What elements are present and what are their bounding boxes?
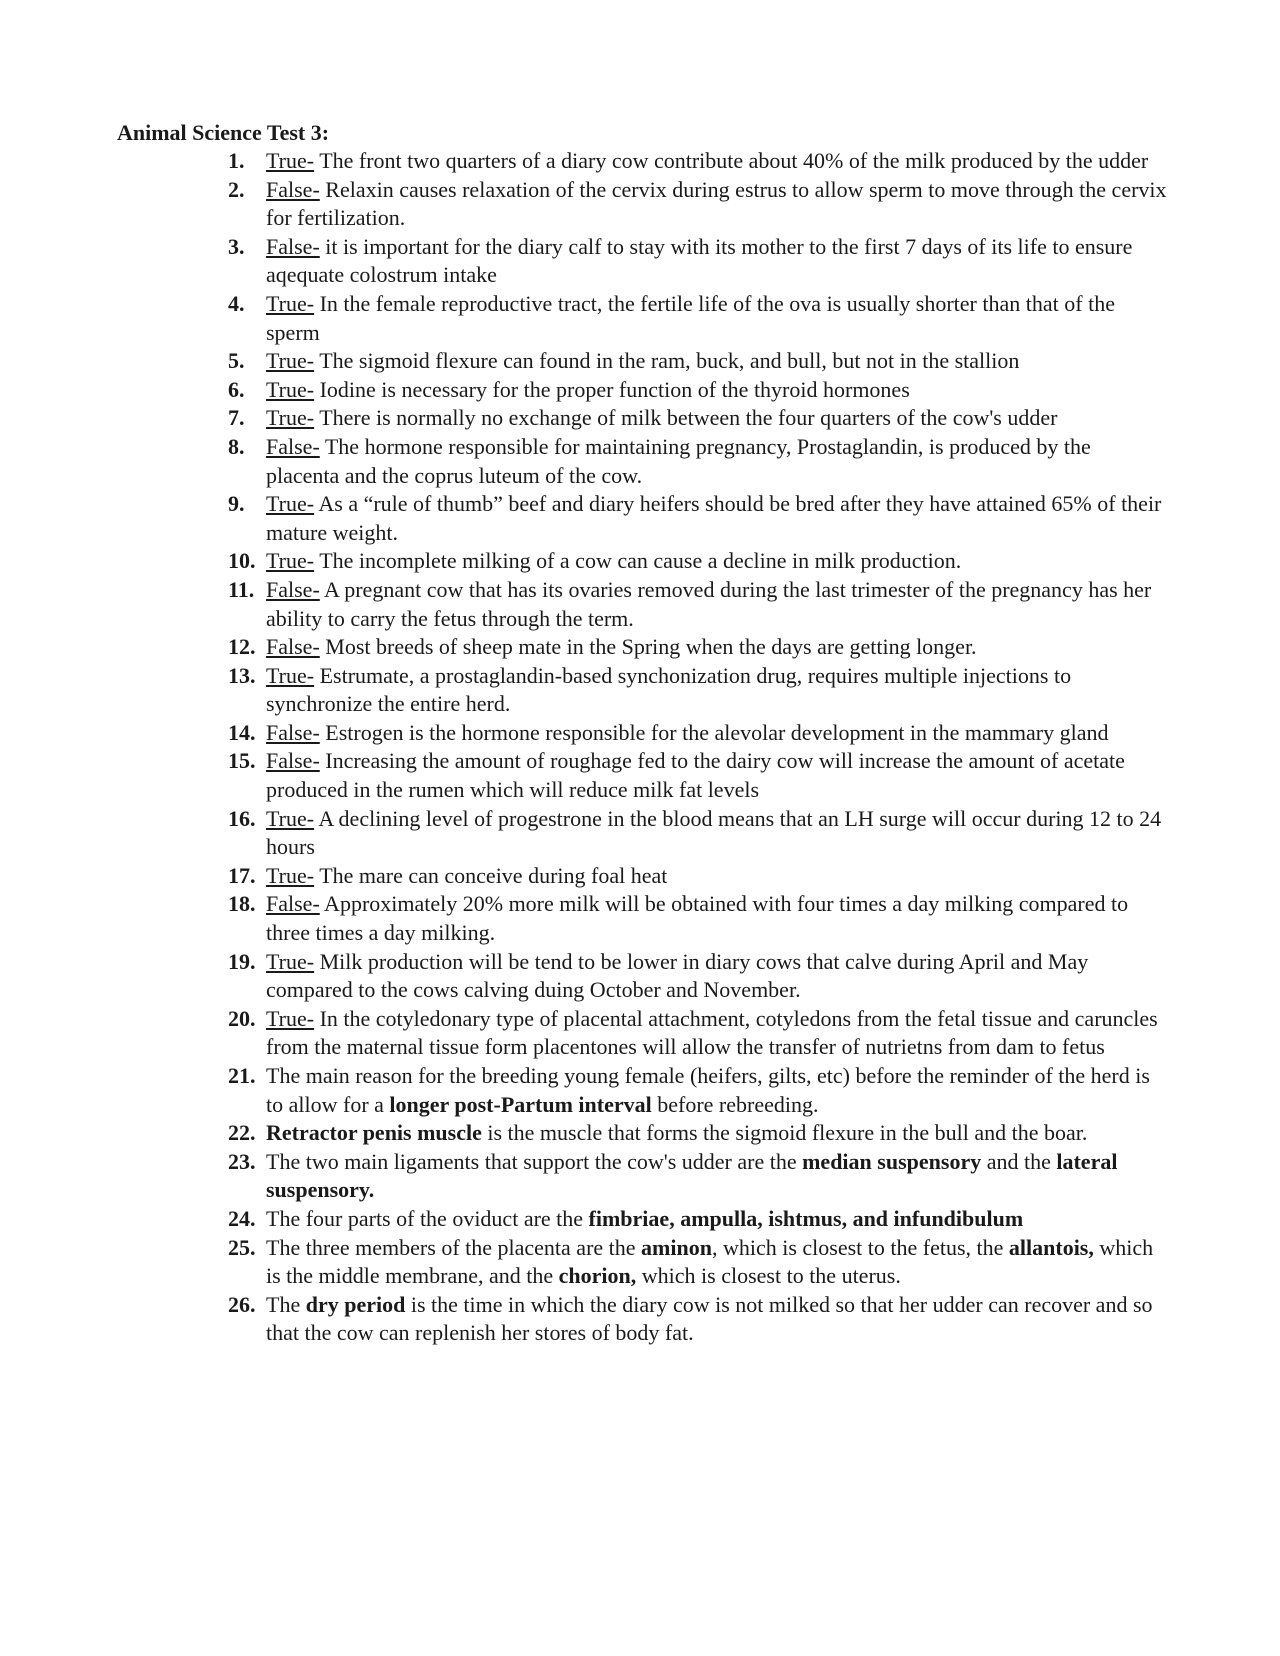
question-text: before rebreeding. (651, 1091, 819, 1117)
question-number: 22. (228, 1120, 256, 1146)
question-text: The three members of the placenta are the (266, 1234, 642, 1260)
question-item (228, 433, 1168, 490)
answer-label: False- (266, 433, 320, 459)
question-item (228, 490, 1168, 547)
question-number: 18. (228, 891, 256, 917)
question-text: There is normally no exchange of milk between the four quarters of the cow's udder (314, 405, 1058, 431)
question-item (228, 890, 1168, 947)
question-text: The mare can conceive during foal heat (314, 862, 668, 888)
question-item (228, 404, 1168, 433)
question-number: 23. (228, 1148, 256, 1174)
question-text: , which is closest to the fetus, the (711, 1234, 1009, 1260)
question-text: In the female reproductive tract, the fertile life of the ova is usually shorter than that of the sperm (266, 290, 1115, 345)
answer-label: True- (266, 662, 315, 688)
answer-text: longer post-Partum interval (389, 1091, 652, 1117)
question-item (228, 633, 1168, 662)
question-number: 26. (228, 1291, 256, 1317)
answer-label: False- (266, 719, 320, 745)
question-text: The (266, 1291, 306, 1317)
answer-label: False- (266, 891, 320, 917)
answer-text: chorion, (558, 1263, 637, 1289)
question-text: is the muscle that forms the sigmoid flexure in the bull and the boar. (481, 1120, 1088, 1146)
question-item (228, 376, 1168, 405)
answer-label: False- (266, 233, 320, 259)
question-number: 1. (228, 148, 245, 173)
page-title: Animal Science Test 3: (117, 120, 330, 145)
question-number: 16. (228, 805, 256, 831)
answer-label: True- (266, 805, 315, 831)
question-text: As a “rule of thumb” beef and diary heifers should be bred after they have attained 65% of their mature weight. (266, 491, 1162, 545)
question-item (228, 547, 1168, 576)
question-number: 7. (228, 405, 245, 431)
question-text: which is the middle membrane, and the (266, 1234, 1154, 1289)
question-text: The hormone responsible for maintaining pregnancy, Prostaglandin, is produced by the placenta and the coprus luteum of the cow. (266, 433, 1091, 488)
fill-in-item (228, 1062, 1168, 1119)
question-text: it is important for the diary calf to stay with its mother to the first 7 days of its life to ensure aqequate colostrum intake (266, 233, 1133, 288)
answer-text: dry period (305, 1291, 406, 1317)
question-number: 15. (228, 748, 256, 774)
question-item (228, 347, 1168, 376)
answer-label: True- (266, 862, 315, 888)
question-text: Most breeds of sheep mate in the Spring when the days are getting longer. (319, 634, 977, 660)
answer-label: False- (266, 176, 320, 202)
fill-in-item (228, 1291, 1168, 1348)
question-text: Increasing the amount of roughage fed to the dairy cow will increase the amount of acetate produced in the rumen which will reduce milk fat levels (266, 748, 1125, 803)
answer-label: True- (266, 548, 315, 574)
fill-in-item (228, 1234, 1168, 1291)
question-number: 10. (228, 548, 256, 574)
question-item (228, 805, 1168, 862)
question-number: 14. (228, 719, 256, 745)
answer-label: True- (266, 1005, 315, 1031)
question-number: 12. (228, 634, 256, 660)
question-number: 17. (228, 862, 256, 888)
question-item (228, 576, 1168, 633)
question-text: is the time in which the diary cow is not milked so that her udder can recover and so that the cow can replenish her stores of body fat. (266, 1291, 1153, 1346)
answer-label: False- (266, 576, 320, 602)
question-number: 3. (228, 233, 245, 259)
fill-in-item (228, 1148, 1168, 1205)
question-item (228, 662, 1168, 719)
question-number: 11. (228, 576, 255, 602)
question-item (228, 147, 1168, 176)
question-number: 5. (228, 348, 245, 374)
question-text: The main reason for the breeding young female (heifers, gilts, etc) before the reminder of the herd is to allow for a (266, 1063, 1150, 1117)
answer-label: True- (266, 491, 315, 517)
question-number: 9. (228, 491, 245, 517)
question-number: 19. (228, 948, 256, 974)
question-text: The front two quarters of a diary cow contribute about 40% of the milk produced by the udder (314, 148, 1149, 173)
question-number: 21. (228, 1063, 256, 1088)
question-text: The incomplete milking of a cow can cause a decline in milk production. (314, 548, 962, 574)
answer-text: Retractor penis muscle (266, 1120, 482, 1146)
question-item (228, 233, 1168, 290)
question-item (228, 862, 1168, 891)
question-text: A pregnant cow that has its ovaries removed during the last trimester of the pregnancy has her ability to carry the fetus through the term. (266, 576, 1152, 631)
question-text: Estrogen is the hormone responsible for the alevolar development in the mammary gland (319, 719, 1109, 745)
answer-text: lateral suspensory. (266, 1148, 1118, 1203)
question-text: Relaxin causes relaxation of the cervix during estrus to allow sperm to move through the cervix for fertilization. (266, 176, 1167, 231)
question-text: Milk production will be tend to be lower in diary cows that calve during April and May compared to the cows calving duing October and November. (266, 948, 1089, 1003)
answer-text: fimbriae, ampulla, ishtmus, and infundibulum (588, 1205, 1024, 1231)
answer-label: False- (266, 748, 320, 774)
answer-label: False- (266, 634, 320, 660)
question-item (228, 948, 1168, 1005)
answer-label: True- (266, 405, 315, 431)
answer-label: True- (266, 290, 315, 316)
question-text: and the (981, 1148, 1057, 1174)
question-item (228, 1005, 1168, 1062)
question-text: A declining level of progestrone in the blood means that an LH surge will occur during 12 to 24 hours (266, 805, 1162, 860)
question-number: 13. (228, 662, 256, 688)
question-item (228, 176, 1168, 233)
question-number: 25. (228, 1234, 256, 1260)
answer-label: True- (266, 148, 315, 173)
question-item (228, 719, 1168, 748)
answer-label: True- (266, 348, 315, 374)
question-text: The two main ligaments that support the cow's udder are the (266, 1148, 803, 1174)
fill-in-item (228, 1119, 1168, 1148)
question-text: In the cotyledonary type of placental attachment, cotyledons from the fetal tissue and caruncles from the maternal tissue form placentones will allow the transfer of nutrietns from dam to fetus (266, 1005, 1158, 1060)
question-item (228, 747, 1168, 804)
answer-text: allantois, (1008, 1234, 1094, 1260)
question-text: The four parts of the oviduct are the (266, 1205, 589, 1231)
question-number: 8. (228, 433, 245, 459)
question-text: Approximately 20% more milk will be obtained with four times a day milking compared to three times a day milking. (266, 891, 1129, 946)
question-number: 20. (228, 1005, 256, 1031)
answer-label: True- (266, 948, 315, 974)
question-text: which is closest to the uterus. (636, 1263, 901, 1289)
question-number: 6. (228, 376, 245, 402)
answer-label: True- (266, 376, 315, 402)
question-number: 2. (228, 176, 245, 202)
question-number: 4. (228, 290, 245, 316)
question-list (228, 147, 1168, 1348)
question-text: The sigmoid flexure can found in the ram, buck, and bull, but not in the stallion (314, 348, 1020, 374)
answer-text: median suspensory (802, 1148, 982, 1174)
answer-text: aminon (641, 1234, 712, 1260)
question-number: 24. (228, 1205, 256, 1231)
question-text: Estrumate, a prostaglandin-based synchonization drug, requires multiple injections to synchronize the entire herd. (266, 662, 1072, 717)
question-text: Iodine is necessary for the proper function of the thyroid hormones (314, 376, 910, 402)
question-item (228, 290, 1168, 347)
fill-in-item (228, 1205, 1168, 1234)
